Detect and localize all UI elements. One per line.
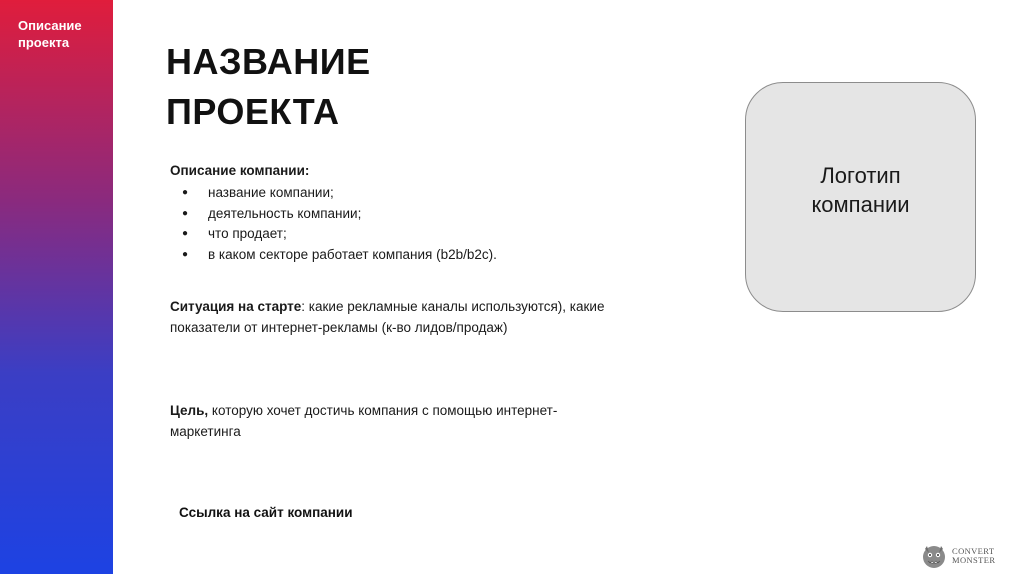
starting-situation-text: : какие рекламные каналы используются), какие показатели от интернет-рекламы (к-во лидов/продаж) [170,299,605,335]
list-item-text: деятельность компании; [208,205,362,221]
project-title-line-2: ПРОЕКТА [166,91,340,132]
company-description-heading: Описание компании: [170,163,310,178]
company-goal-text: которую хочет достичь компания с помощью интернет-маркетинга [170,403,558,439]
company-description [170,161,650,265]
list-item [170,224,650,245]
sidebar-section-label: Описание проекта [18,18,82,50]
list-item-text: в каком секторе работает компания (b2b/b2c). [208,246,497,262]
gradient-sidebar [0,0,113,574]
list-item [170,183,650,204]
starting-situation [170,296,610,338]
bullet-icon: ● [182,228,189,239]
list-item [170,204,650,225]
company-description-list [170,183,650,265]
company-site-link: Ссылка на сайт компании [179,505,353,520]
company-goal [170,400,610,442]
company-logo-placeholder [745,82,976,312]
starting-situation-lead: Ситуация на старте [170,299,302,314]
list-item-text: что продает; [208,226,287,241]
monster-logo-icon [920,542,948,570]
brand-wordmark-line-2: MONSTER [952,555,996,565]
project-title-line-1: НАЗВАНИЕ [166,41,371,82]
brand-wordmark [952,547,995,565]
brand-logo [920,542,995,570]
list-item-text: название компании; [208,185,334,200]
logo-placeholder-line-2: компании [811,192,910,217]
bullet-icon: ● [182,248,189,260]
logo-placeholder-line-1: Логотип [820,163,901,188]
brand-wordmark-line-1: CONVERT [952,546,995,556]
project-title [166,37,466,137]
bullet-icon: ● [182,187,189,198]
list-item [170,245,650,266]
company-goal-lead: Цель, [170,403,209,418]
bullet-icon: ● [182,207,189,219]
logo-placeholder-text [811,161,909,219]
